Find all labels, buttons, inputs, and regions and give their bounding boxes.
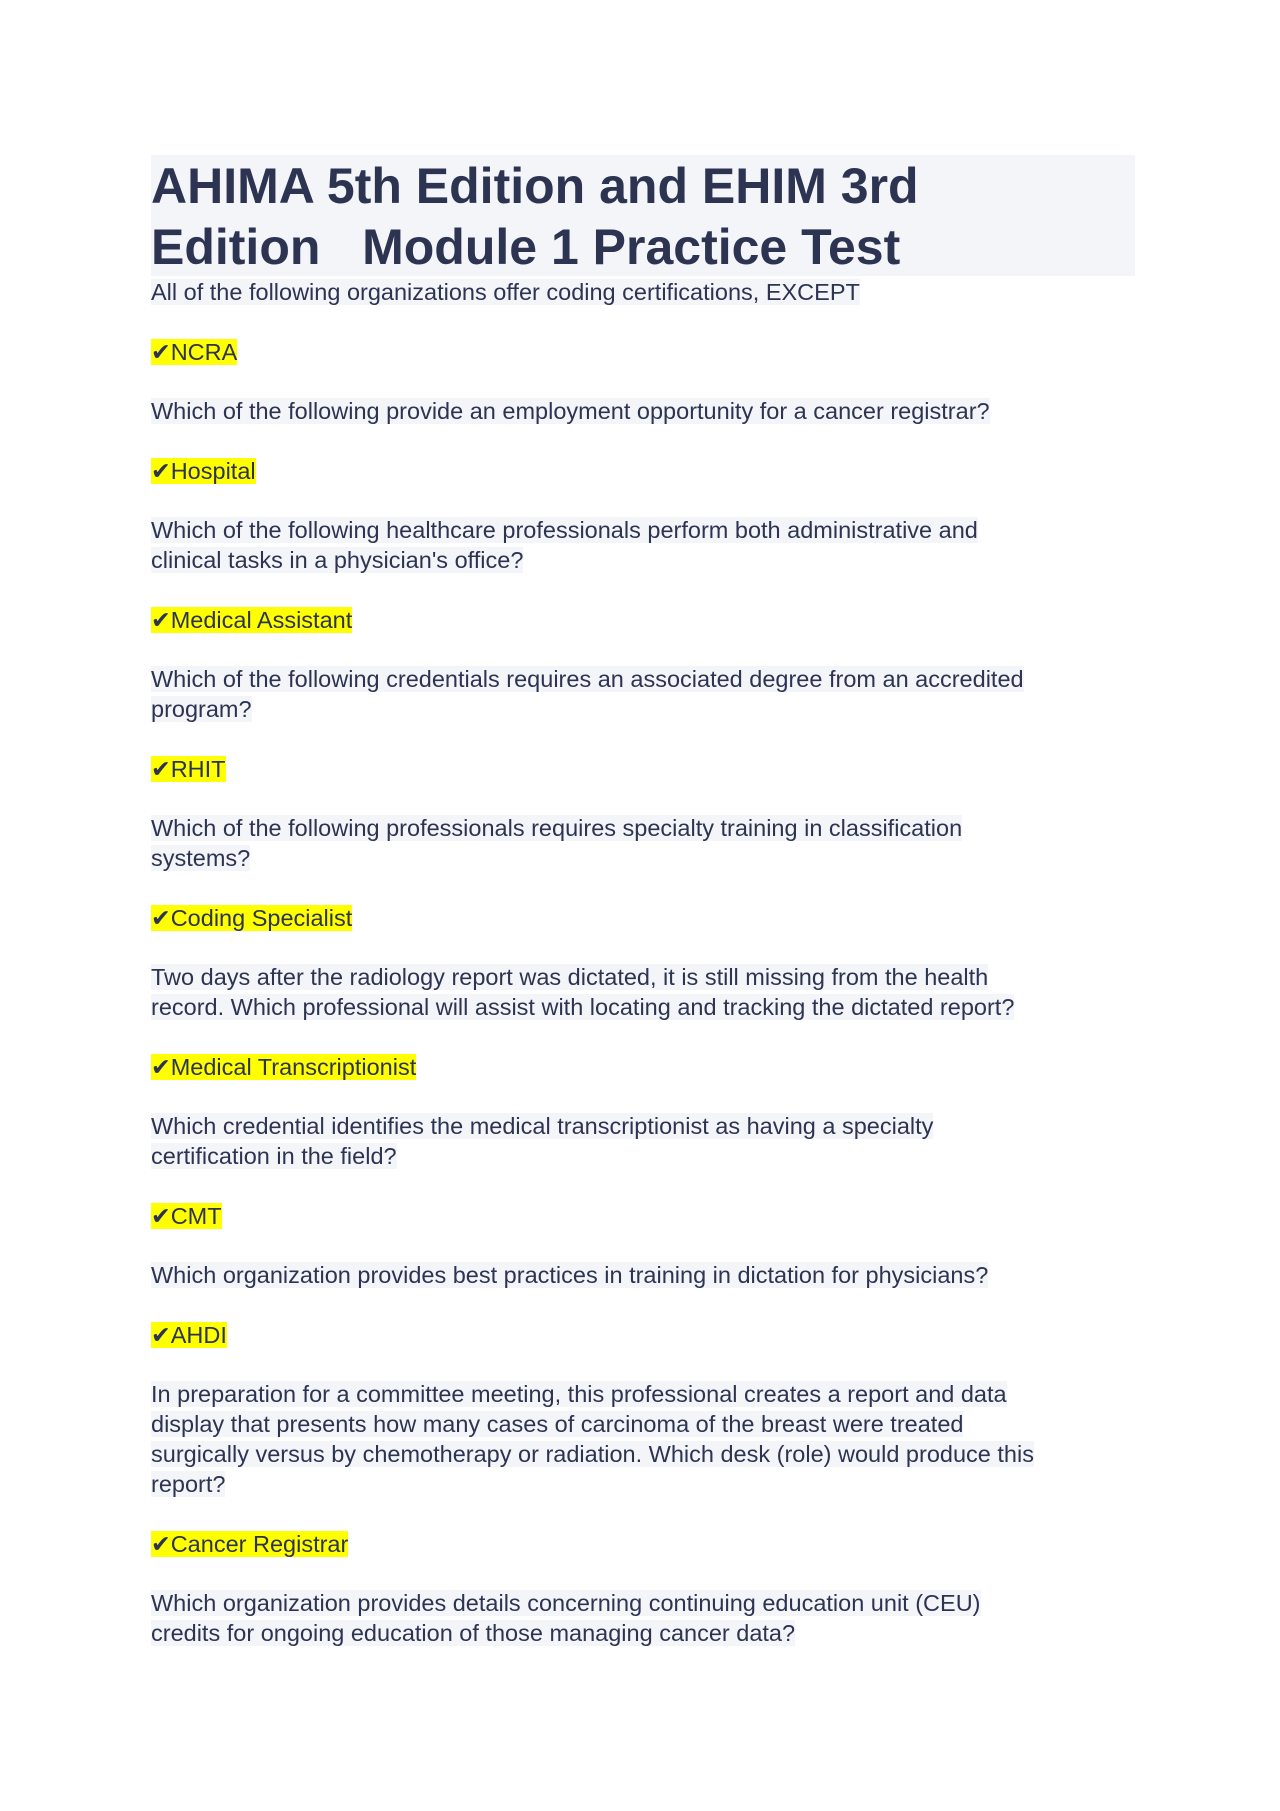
question-line (151, 1469, 1151, 1499)
question-line (151, 1260, 1151, 1290)
answer (151, 1320, 1151, 1350)
question (151, 515, 1151, 575)
question-text: surgically versus by chemotherapy or radiation. Which desk (role) would produce this (151, 1441, 1034, 1467)
question-line (151, 1379, 1151, 1409)
question-text: credits for ongoing education of those managing cancer data? (151, 1620, 796, 1646)
question-text: Which organization provides details concerning continuing education unit (CEU) (151, 1590, 981, 1616)
checkmark-icon: ✔ (151, 457, 171, 484)
question-text: Which of the following provide an employment opportunity for a cancer registrar? (151, 398, 990, 424)
question-text: Which of the following professionals requires specialty training in classification (151, 815, 963, 841)
answer-text: RHIT (170, 755, 226, 782)
answer (151, 605, 1151, 635)
checkmark-icon: ✔ (151, 1202, 171, 1229)
answer-line (151, 337, 1151, 367)
question (151, 664, 1151, 724)
question-line (151, 277, 1151, 307)
question (151, 1588, 1151, 1648)
question-line (151, 843, 1151, 873)
answer-line (151, 1201, 1151, 1231)
answer-text: Medical Transcriptionist (170, 1053, 417, 1080)
question-text: record. Which professional will assist with locating and tracking the dictated report? (151, 994, 1015, 1020)
question-line (151, 545, 1151, 575)
question-line (151, 515, 1151, 545)
answer-line (151, 1052, 1151, 1082)
checkmark-icon: ✔ (151, 1530, 171, 1557)
answer (151, 903, 1151, 933)
question-text: Which organization provides best practices in training in dictation for physicians? (151, 1262, 989, 1288)
document-title (151, 155, 1135, 276)
question (151, 1260, 1151, 1290)
answer-line (151, 1320, 1151, 1350)
question-line (151, 813, 1151, 843)
question-text: Two days after the radiology report was dictated, it is still missing from the health (151, 964, 989, 990)
question-line (151, 396, 1151, 426)
question-text: report? (151, 1471, 226, 1497)
answer-line (151, 903, 1151, 933)
answer-line (151, 456, 1151, 486)
question (151, 1111, 1151, 1171)
question-text: Which of the following healthcare professionals perform both administrative and (151, 517, 978, 543)
question-line (151, 1409, 1151, 1439)
checkmark-icon: ✔ (151, 606, 171, 633)
question-text: In preparation for a committee meeting, this professional creates a report and data (151, 1381, 1007, 1407)
answer (151, 1052, 1151, 1082)
answer (151, 754, 1151, 784)
question (151, 1379, 1151, 1499)
checkmark-icon: ✔ (151, 338, 171, 365)
answer (151, 1201, 1151, 1231)
answer-text: Hospital (170, 457, 256, 484)
answer-text: Coding Specialist (170, 904, 353, 931)
question-text: clinical tasks in a physician's office? (151, 547, 524, 573)
question-line (151, 1618, 1151, 1648)
question-text: Which credential identifies the medical transcriptionist as having a specialty (151, 1113, 934, 1139)
question-line (151, 694, 1151, 724)
question-text: program? (151, 696, 252, 722)
question (151, 813, 1151, 873)
answer (151, 1529, 1151, 1559)
question-line (151, 992, 1151, 1022)
question-text: All of the following organizations offer coding certifications, EXCEPT (151, 279, 860, 305)
question-text: Which of the following credentials requires an associated degree from an accredited (151, 666, 1024, 692)
question (151, 962, 1151, 1022)
question-text: certification in the field? (151, 1143, 397, 1169)
answer (151, 456, 1151, 486)
answer (151, 337, 1151, 367)
title-line: AHIMA 5th Edition and EHIM 3rd (151, 158, 919, 214)
question-list (151, 277, 1151, 1678)
answer-line (151, 1529, 1151, 1559)
answer-text: CMT (170, 1202, 222, 1229)
answer-line (151, 605, 1151, 635)
question-line (151, 1439, 1151, 1469)
checkmark-icon: ✔ (151, 755, 171, 782)
question (151, 396, 1151, 426)
question-text: display that presents how many cases of carcinoma of the breast were treated (151, 1411, 964, 1437)
question-line (151, 962, 1151, 992)
question (151, 277, 1151, 307)
answer-line (151, 754, 1151, 784)
checkmark-icon: ✔ (151, 904, 171, 931)
title-line: Edition Module 1 Practice Test (151, 219, 901, 275)
checkmark-icon: ✔ (151, 1321, 171, 1348)
question-line (151, 664, 1151, 694)
question-line (151, 1141, 1151, 1171)
checkmark-icon: ✔ (151, 1053, 171, 1080)
question-line (151, 1111, 1151, 1141)
question-line (151, 1588, 1151, 1618)
answer-text: AHDI (170, 1321, 227, 1348)
question-text: systems? (151, 845, 251, 871)
answer-text: Cancer Registrar (170, 1530, 349, 1557)
answer-text: NCRA (170, 338, 238, 365)
answer-text: Medical Assistant (170, 606, 353, 633)
